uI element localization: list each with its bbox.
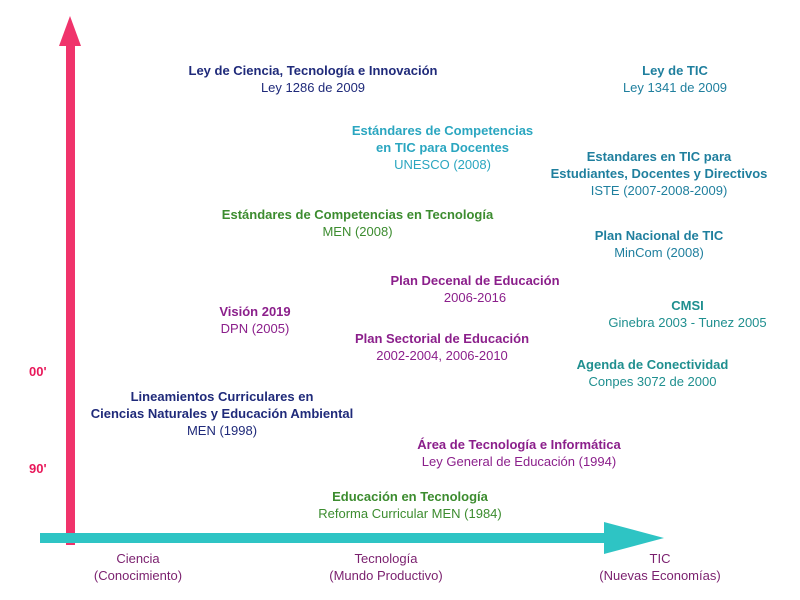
event-title: Agenda de Conectividad xyxy=(576,357,729,372)
event-subtitle: DPN (2005) xyxy=(220,321,290,336)
event-title: Plan Sectorial de Educación xyxy=(354,331,530,346)
event-ley-de-tic xyxy=(575,62,775,96)
event-title: Estándares de Competencias en Tecnología xyxy=(221,207,494,222)
domain-axis-line xyxy=(40,533,610,543)
event-subtitle: Ley 1341 de 2009 xyxy=(622,80,728,95)
event-educacion-en-tecnologia xyxy=(295,488,525,522)
event-subtitle: Ginebra 2003 - Tunez 2005 xyxy=(608,315,767,330)
event-estandares-competencias-tecnologia xyxy=(185,206,530,240)
event-subtitle: 2006-2016 xyxy=(443,290,507,305)
event-title: Plan Nacional de TIC xyxy=(594,228,724,243)
event-title: Plan Decenal de Educación xyxy=(390,273,560,288)
event-title: Educación en Tecnología xyxy=(332,489,488,504)
event-title: CMSI xyxy=(671,298,704,313)
event-ley-ciencia-tecnologia-innovacion xyxy=(163,62,463,96)
event-title-line2: Ciencias Naturales y Educación Ambiental xyxy=(90,406,354,421)
event-subtitle: Reforma Curricular MEN (1984) xyxy=(318,506,502,521)
x-label-tecnologia-line1: Tecnología xyxy=(354,551,418,566)
event-cmsi xyxy=(585,297,790,331)
event-subtitle: MinCom (2008) xyxy=(614,245,704,260)
event-subtitle: UNESCO (2008) xyxy=(394,157,491,172)
event-title-line2: en TIC para Docentes xyxy=(376,140,509,155)
event-plan-sectorial-educacion xyxy=(322,330,562,364)
event-subtitle: Ley 1286 de 2009 xyxy=(260,80,366,95)
event-subtitle: Ley General de Educación (1994) xyxy=(421,454,617,469)
time-axis-line xyxy=(66,40,75,545)
event-subtitle: MEN (2008) xyxy=(322,224,393,239)
event-subtitle: 2002-2004, 2006-2010 xyxy=(376,348,508,363)
event-title-line2: Estudiantes, Docentes y Directivos xyxy=(550,166,768,181)
event-subtitle: ISTE (2007-2008-2009) xyxy=(590,183,728,198)
x-label-tic xyxy=(570,550,750,584)
x-label-ciencia xyxy=(83,550,193,584)
event-subtitle: Conpes 3072 de 2000 xyxy=(588,374,717,389)
event-title: Área de Tecnología e Informática xyxy=(417,437,621,452)
x-label-tecnologia-line2: (Mundo Productivo) xyxy=(329,568,443,583)
event-agenda-conectividad xyxy=(530,356,775,390)
x-label-ciencia-line2: (Conocimiento) xyxy=(93,568,183,583)
event-estandares-tic-estudiantes-docentes-directivos xyxy=(528,148,790,199)
event-plan-nacional-tic xyxy=(545,227,773,261)
x-label-tic-line2: (Nuevas Economías) xyxy=(599,568,721,583)
event-vision-2019 xyxy=(175,303,335,337)
x-label-ciencia-line1: Ciencia xyxy=(116,551,160,566)
event-title: Ley de TIC xyxy=(642,63,708,78)
event-estandares-competencias-tic-docentes xyxy=(330,122,555,173)
x-label-tic-line1: TIC xyxy=(649,551,671,566)
event-title: Visión 2019 xyxy=(219,304,291,319)
time-axis-arrowhead xyxy=(59,16,81,46)
y-tick-1990: 90' xyxy=(29,461,47,476)
event-lineamientos-curriculares-ciencias-naturales xyxy=(62,388,382,439)
event-title: Ley de Ciencia, Tecnología e Innovación xyxy=(188,63,438,78)
event-title-line1: Lineamientos Curriculares en xyxy=(130,389,314,404)
y-tick-2000: 00' xyxy=(29,364,47,379)
event-title-line1: Estandares en TIC para xyxy=(586,149,732,164)
x-label-tecnologia xyxy=(311,550,461,584)
event-area-tecnologia-informatica xyxy=(390,436,648,470)
event-title-line1: Estándares de Competencias xyxy=(351,123,534,138)
event-plan-decenal-educacion xyxy=(360,272,590,306)
event-subtitle: MEN (1998) xyxy=(186,423,258,438)
